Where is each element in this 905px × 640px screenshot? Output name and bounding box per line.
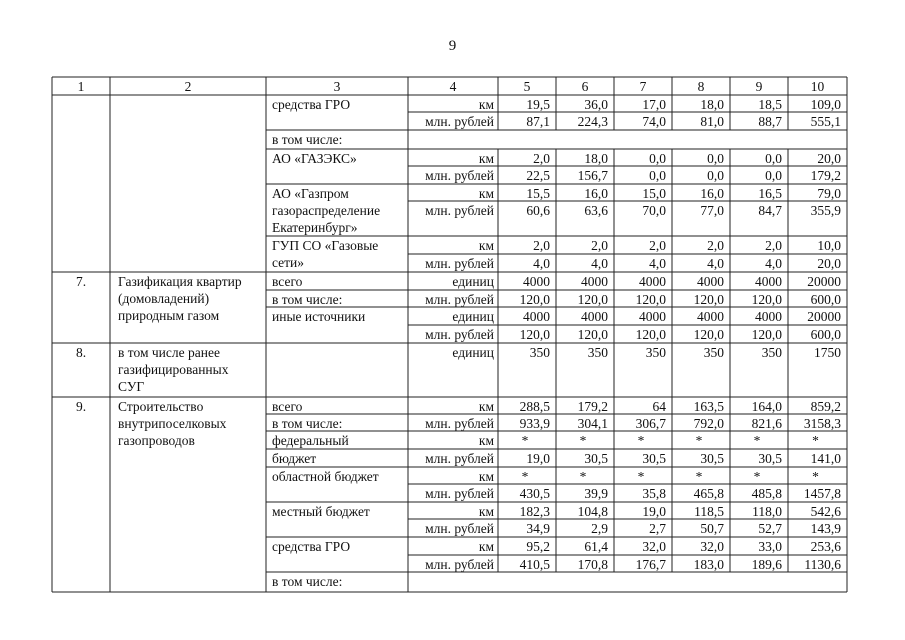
unit: млн. рублей [425, 292, 494, 307]
value-cell: 18,0 [700, 97, 724, 112]
funding-source: всего [272, 399, 303, 414]
value-cell: 120,0 [635, 292, 666, 307]
value-cell: 20000 [807, 274, 841, 289]
value-cell: 4000 [697, 274, 724, 289]
value-cell: * [695, 433, 703, 448]
value-cell: 19,0 [642, 504, 666, 519]
value-cell: 63,6 [584, 203, 608, 218]
value-cell: 120,0 [577, 292, 608, 307]
value-cell: 35,8 [642, 486, 666, 501]
value-cell: 16,0 [584, 186, 608, 201]
value-cell: 118,0 [752, 504, 782, 519]
value-cell: 77,0 [700, 203, 724, 218]
unit: млн. рублей [425, 486, 494, 501]
unit: млн. рублей [425, 256, 494, 271]
value-cell: 2,0 [707, 238, 724, 253]
value-cell: 4000 [639, 274, 666, 289]
unit: млн. рублей [425, 168, 494, 183]
column-header: 7 [639, 79, 647, 94]
value-cell: 0,0 [765, 168, 782, 183]
indicator-name: Газификация квартир [118, 274, 242, 289]
value-cell: 0,0 [649, 168, 666, 183]
value-cell: * [695, 469, 703, 484]
value-cell: 120,0 [693, 327, 724, 342]
value-cell: 600,0 [810, 327, 841, 342]
value-cell: 20,0 [817, 256, 841, 271]
value-cell: 16,5 [758, 186, 782, 201]
value-cell: 350 [703, 345, 724, 360]
unit: млн. рублей [425, 416, 494, 431]
value-cell: 118,5 [694, 504, 724, 519]
value-cell: 304,1 [577, 416, 608, 431]
unit: км [478, 186, 494, 201]
value-cell: 224,3 [577, 114, 608, 129]
value-cell: 821,6 [751, 416, 782, 431]
row-number: 8. [75, 345, 87, 360]
value-cell: 143,9 [810, 521, 841, 536]
value-cell: 4,0 [533, 256, 550, 271]
value-cell: 22,5 [526, 168, 550, 183]
value-cell: 74,0 [642, 114, 666, 129]
value-cell: 179,2 [577, 399, 608, 414]
value-cell: 120,0 [577, 327, 608, 342]
value-cell: 19,5 [526, 97, 550, 112]
value-cell: 84,7 [758, 203, 782, 218]
value-cell: 555,1 [810, 114, 841, 129]
column-header: 4 [449, 79, 457, 94]
value-cell: 109,0 [810, 97, 841, 112]
value-cell: 64 [652, 399, 666, 414]
value-cell: 0,0 [765, 151, 782, 166]
value-cell: 4000 [523, 274, 550, 289]
value-cell: 15,0 [642, 186, 666, 201]
value-cell: 32,0 [700, 539, 724, 554]
value-cell: 253,6 [810, 539, 841, 554]
value-cell: 288,5 [519, 399, 550, 414]
unit: единиц [452, 309, 494, 324]
value-cell: 355,9 [810, 203, 841, 218]
column-header: 5 [523, 79, 531, 94]
value-cell: 20000 [807, 309, 841, 324]
indicator-name: газопроводов [118, 433, 195, 448]
value-cell: 20,0 [817, 151, 841, 166]
value-cell: 350 [587, 345, 608, 360]
value-cell: 141,0 [810, 451, 841, 466]
unit: млн. рублей [425, 451, 494, 466]
funding-source: газораспределение [272, 203, 381, 218]
unit: млн. рублей [425, 327, 494, 342]
value-cell: 17,0 [642, 97, 666, 112]
funding-source: средства ГРО [272, 97, 351, 112]
indicator-name: (домовладений) [118, 291, 210, 306]
value-cell: 30,5 [758, 451, 782, 466]
value-cell: 95,2 [526, 539, 550, 554]
indicator-name: газифицированных [118, 362, 229, 377]
value-cell: 4000 [581, 274, 608, 289]
funding-source: сети» [272, 255, 305, 270]
value-cell: 4000 [581, 309, 608, 324]
value-cell: 179,2 [810, 168, 841, 183]
value-cell: 4,0 [765, 256, 782, 271]
unit: км [478, 433, 494, 448]
value-cell: 792,0 [693, 416, 724, 431]
value-cell: * [753, 469, 761, 484]
value-cell: 156,7 [577, 168, 608, 183]
funding-source: в том числе: [272, 416, 343, 431]
value-cell: 3158,3 [803, 416, 841, 431]
value-cell: 36,0 [584, 97, 608, 112]
value-cell: * [521, 433, 529, 448]
page-number: 9 [448, 38, 457, 54]
value-cell: * [812, 433, 819, 448]
value-cell: 2,0 [533, 151, 550, 166]
value-cell: 933,9 [519, 416, 550, 431]
column-header: 1 [77, 79, 85, 94]
value-cell: 0,0 [707, 168, 724, 183]
value-cell: 15,5 [526, 186, 550, 201]
value-cell: 4000 [697, 309, 724, 324]
value-cell: 2,0 [765, 238, 782, 253]
funding-source: АО «ГАЗЭКС» [272, 151, 357, 166]
value-cell: 81,0 [700, 114, 724, 129]
value-cell: 4,0 [649, 256, 666, 271]
value-cell: 120,0 [519, 292, 550, 307]
value-cell: * [753, 433, 761, 448]
column-header: 10 [810, 79, 825, 94]
value-cell: 104,8 [577, 504, 608, 519]
funding-source: АО «Газпром [272, 186, 349, 201]
value-cell: 465,8 [693, 486, 724, 501]
value-cell: 163,5 [693, 399, 724, 414]
value-cell: 2,0 [533, 238, 550, 253]
value-cell: 39,9 [584, 486, 608, 501]
value-cell: 120,0 [635, 327, 666, 342]
column-header: 3 [333, 79, 341, 94]
value-cell: * [521, 469, 529, 484]
funding-source: федеральный [272, 433, 349, 448]
funding-source: местный бюджет [272, 504, 370, 519]
value-cell: 170,8 [577, 557, 608, 572]
funding-source: иные источники [272, 309, 366, 324]
unit: млн. рублей [425, 521, 494, 536]
value-cell: 182,3 [519, 504, 550, 519]
unit: единиц [452, 345, 494, 360]
value-cell: 410,5 [519, 557, 550, 572]
funding-source: ГУП СО «Газовые [272, 238, 379, 253]
indicator-name: внутрипоселковых [118, 416, 227, 431]
value-cell: 18,0 [584, 151, 608, 166]
value-cell: 30,5 [584, 451, 608, 466]
value-cell: 2,9 [591, 521, 608, 536]
funding-source: областной бюджет [272, 469, 379, 484]
indicator-name: природным газом [118, 308, 220, 323]
value-cell: 306,7 [635, 416, 666, 431]
value-cell: 350 [529, 345, 550, 360]
value-cell: 32,0 [642, 539, 666, 554]
value-cell: 183,0 [693, 557, 724, 572]
column-header: 6 [581, 79, 589, 94]
value-cell: 4000 [755, 274, 782, 289]
value-cell: 34,9 [526, 521, 550, 536]
value-cell: 120,0 [751, 292, 782, 307]
value-cell: 1457,8 [803, 486, 841, 501]
value-cell: 164,0 [751, 399, 782, 414]
value-cell: 19,0 [526, 451, 550, 466]
value-cell: 88,7 [758, 114, 782, 129]
value-cell: 33,0 [758, 539, 782, 554]
value-cell: 16,0 [700, 186, 724, 201]
value-cell: 189,6 [751, 557, 782, 572]
funding-source: в том числе: [272, 574, 343, 589]
value-cell: * [812, 469, 819, 484]
value-cell: 2,7 [649, 521, 666, 536]
value-cell: 61,4 [584, 539, 608, 554]
value-cell: 4000 [755, 309, 782, 324]
unit: млн. рублей [425, 203, 494, 218]
value-cell: 10,0 [817, 238, 841, 253]
value-cell: 120,0 [751, 327, 782, 342]
value-cell: 4,0 [707, 256, 724, 271]
value-cell: * [579, 469, 587, 484]
value-cell: 70,0 [642, 203, 666, 218]
unit: млн. рублей [425, 114, 494, 129]
unit: единиц [452, 274, 494, 289]
value-cell: 52,7 [758, 521, 782, 536]
value-cell: 120,0 [519, 327, 550, 342]
value-cell: 30,5 [700, 451, 724, 466]
unit: км [478, 97, 494, 112]
value-cell: 1130,6 [804, 557, 841, 572]
unit: км [478, 399, 494, 414]
value-cell: 600,0 [810, 292, 841, 307]
row-number: 7. [75, 274, 87, 289]
indicator-name: Строительство [118, 399, 204, 414]
value-cell: 0,0 [707, 151, 724, 166]
value-cell: 350 [645, 345, 666, 360]
value-cell: 30,5 [642, 451, 666, 466]
value-cell: 120,0 [693, 292, 724, 307]
value-cell: 176,7 [635, 557, 666, 572]
value-cell: 4000 [523, 309, 550, 324]
funding-source: Екатеринбург» [272, 220, 358, 235]
column-header: 8 [697, 79, 705, 94]
unit: км [478, 238, 494, 253]
value-cell: * [637, 469, 645, 484]
unit: млн. рублей [425, 557, 494, 572]
value-cell: 1750 [814, 345, 841, 360]
value-cell: 4000 [639, 309, 666, 324]
value-cell: * [579, 433, 587, 448]
value-cell: 350 [761, 345, 782, 360]
value-cell: 2,0 [591, 238, 608, 253]
value-cell: 79,0 [817, 186, 841, 201]
funding-source: бюджет [272, 451, 317, 466]
value-cell: 50,7 [700, 521, 724, 536]
value-cell: * [637, 433, 645, 448]
funding-source: средства ГРО [272, 539, 351, 554]
unit: км [478, 469, 494, 484]
value-cell: 0,0 [649, 151, 666, 166]
value-cell: 859,2 [810, 399, 841, 414]
indicator-name: в том числе ранее [118, 345, 220, 360]
row-number: 9. [75, 399, 87, 414]
funding-source: в том числе: [272, 132, 343, 147]
column-header: 2 [184, 79, 192, 94]
funding-source: всего [272, 274, 303, 289]
funding-source: в том числе: [272, 292, 343, 307]
value-cell: 430,5 [519, 486, 550, 501]
value-cell: 60,6 [526, 203, 550, 218]
value-cell: 18,5 [758, 97, 782, 112]
value-cell: 4,0 [591, 256, 608, 271]
value-cell: 485,8 [751, 486, 782, 501]
indicator-name: СУГ [118, 379, 145, 394]
value-cell: 542,6 [810, 504, 841, 519]
unit: км [478, 151, 494, 166]
column-header: 9 [755, 79, 763, 94]
value-cell: 87,1 [526, 114, 550, 129]
unit: км [478, 539, 494, 554]
unit: км [478, 504, 494, 519]
value-cell: 2,0 [649, 238, 666, 253]
